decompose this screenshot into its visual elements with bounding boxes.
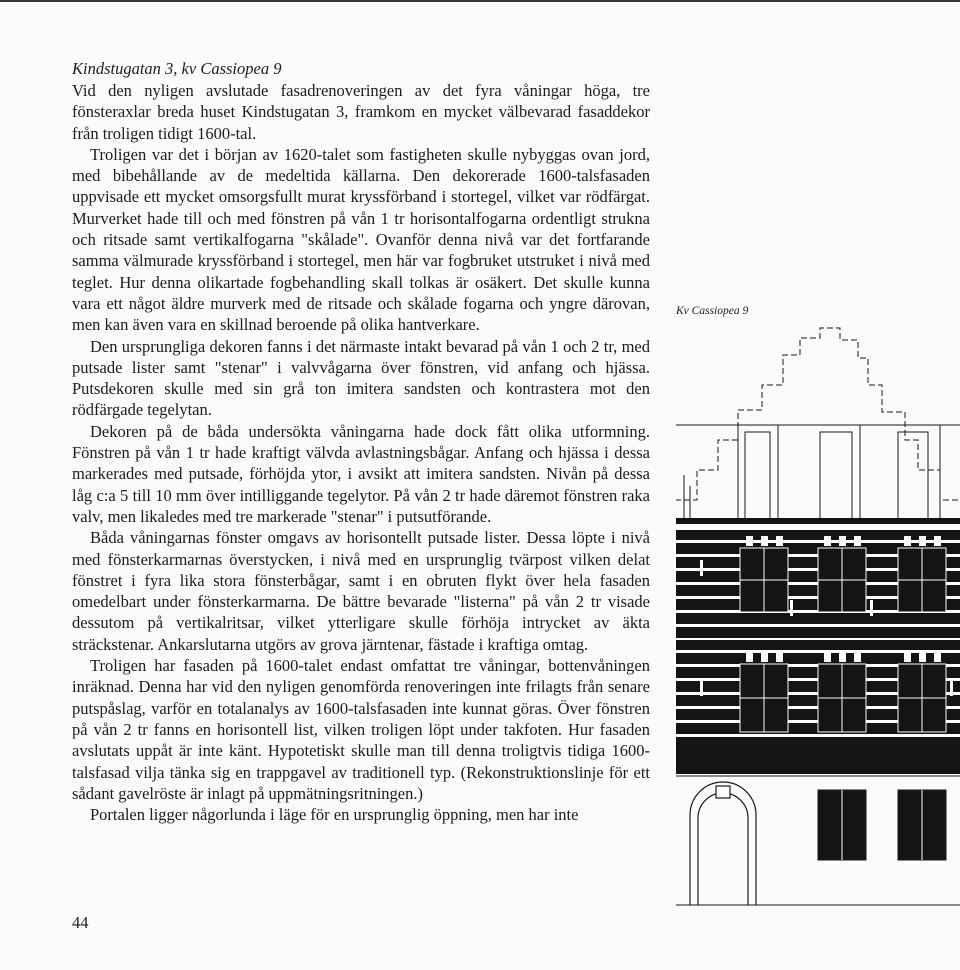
mortar-stripe bbox=[676, 624, 960, 627]
keystone bbox=[919, 652, 926, 662]
keystone bbox=[904, 536, 911, 546]
keystone bbox=[776, 536, 783, 546]
keystone bbox=[746, 652, 753, 662]
keystone bbox=[854, 536, 861, 546]
keystone bbox=[934, 536, 941, 546]
gable-outline bbox=[676, 392, 960, 520]
portal-keystone bbox=[716, 786, 730, 798]
paragraph: Troligen har fasaden på 1600-talet endast omfattat tre våningar, bottenvåningen inräknad. Denna har vid den nyligen genomförda renoveringen inte frilagts från senare putspåslag, varför en totalanalys av 1600-talsfasaden inte kunnat göras. Över fönstren på vån 2 tr fanns en horisontell list, vilken troligen löpt under takfoten. Hur fasaden avslutats uppåt är inte känt. Hypotetiskt skulle man till denna troligtvis tidiga 1600-talsfasad vilja tänka sig en trappgavel av traditionell typ. (Rekonstruktionslinje för ett sådant gavelröste är inlagt på uppmätningsritningen.) bbox=[72, 656, 650, 803]
keystone bbox=[854, 652, 861, 662]
keystone bbox=[746, 536, 753, 546]
anchor-iron bbox=[790, 600, 793, 616]
lower-band bbox=[676, 752, 960, 774]
keystone bbox=[776, 652, 783, 662]
mortar-stripe bbox=[676, 734, 960, 737]
stepped-gable-reconstruction-line bbox=[676, 328, 960, 500]
keystone bbox=[839, 652, 846, 662]
figure-caption: Kv Cassiopea 9 bbox=[676, 305, 749, 317]
paragraph: Den ursprungliga dekoren fanns i det närmaste intakt bevarad på vån 1 och 2 tr, med putsade lister samt "stenar" i valvvågarna över fönstren, vid anfang och hjässa. Putsdekoren skulle med sin grå ton imitera sandsten och kontrastera mot den rödfärgade tegelytan. bbox=[72, 336, 650, 420]
anchor-iron bbox=[700, 560, 703, 576]
keystone bbox=[824, 536, 831, 546]
paragraph: Portalen ligger någorlunda i läge för en ursprunglig öppning, men har inte bbox=[90, 805, 579, 825]
paragraph: Troligen var det i början av 1620-talet som fastigheten skulle nybyggas ovan jord, med bibehållande av de medeltida källarna. Den dekorerade 1600-talsfasaden uppvisade ett mycket omsorgsfullt murat kryssförband i stortegel, vilket var rödfärgat. Murverket hade till och med fönstren på vån 1 tr horisontalfogarna ordentligt strukna och ritsade samt vertikalfogarna "skålade". Ovanför denna nivå var det fortfarande samma välmurade kryssförband i stortegel, men här var fogbruket utstruket i nivå med teglet. Hur denna olikartade fogbehandling skall tolkas är osäkert. Det skulle kunna vara ett något äldre murverk med de ritsade och skålade fogarna och yngre därovan, men kan även vara en skillnad beroende på olika hantverkare. bbox=[72, 144, 650, 335]
keystone bbox=[904, 652, 911, 662]
paragraph: Båda våningarnas fönster omgavs av horisontellt putsade lister. Dessa löpte i nivå med fönsterkarmarnas överstycken, i nivå med en ursprunglig tvärpost vilken delat fönstret i fyra lika stora fönsterbågar, samt i en obruten flykt över hela fasaden omedelbart under fönsterkarmarna. De bättre bevarade "listerna" på vån 2 tr visade dessutom på vertikalritsar, vilket ytterligare skulle förhöja intrycket av äkta sträckstenar. Ankarslutarna utgörs av grova järntenar, fästade i kraftiga omtag. bbox=[72, 528, 650, 654]
top-rule bbox=[0, 0, 960, 2]
facade-elevation-drawing bbox=[676, 315, 960, 915]
page-number: 44 bbox=[72, 913, 89, 932]
cornice bbox=[676, 518, 960, 524]
article-body bbox=[72, 80, 650, 825]
paragraph: Dekoren på de båda undersökta våningarna hade dock fått olika utformning. Fönstren på vån 1 tr hade kraftigt välvda avlastningsbågar. Anfang och hjässa i dessa markerades med putsade, förhöjda ytor, i avsikt att imitera sandsten. Nivån på dessa låg c:a 5 till 10 mm över intilliggande tegelytor. På vån 2 tr hade däremot fönstren raka valv, men likaledes med tre markerade "stenar" i putsutförande. bbox=[72, 421, 650, 526]
keystone bbox=[761, 652, 768, 662]
keystone bbox=[824, 652, 831, 662]
anchor-iron bbox=[700, 680, 703, 696]
anchor-iron bbox=[950, 680, 953, 696]
paragraph: Vid den nyligen avslutade fasadrenoveringen av det fyra våningar höga, tre fönsteraxlar breda huset Kindstugatan 3, framkom en mycket välbevarad fasaddekor från troligen tidigt 1600-tal. bbox=[72, 81, 650, 143]
keystone bbox=[839, 536, 846, 546]
mortar-stripe bbox=[676, 650, 960, 653]
keystone bbox=[919, 536, 926, 546]
mortar-stripe bbox=[676, 540, 960, 543]
article-heading: Kindstugatan 3, kv Cassiopea 9 bbox=[72, 59, 282, 78]
keystone bbox=[934, 652, 941, 662]
cornice-gap bbox=[676, 524, 960, 528]
anchor-iron bbox=[870, 600, 873, 616]
keystone bbox=[761, 536, 768, 546]
